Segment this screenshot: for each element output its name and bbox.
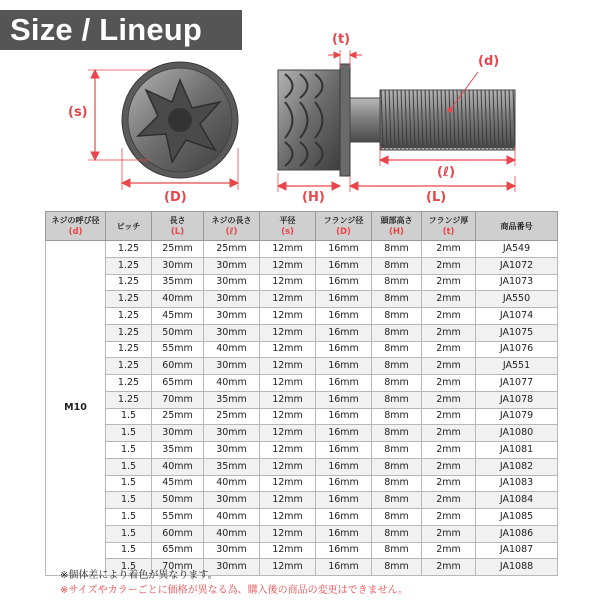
flange-side [340,64,350,176]
table-cell: 65mm [152,375,204,392]
table-cell: 35mm [152,274,204,291]
label-t: (t) [332,32,351,47]
table-cell: JA1079 [476,408,558,425]
table-cell: 2mm [422,391,476,408]
table-cell: 8mm [372,358,422,375]
table-cell: JA1084 [476,492,558,509]
table-cell: 1.25 [106,391,152,408]
table-cell: 8mm [372,257,422,274]
table-cell: 12mm [260,525,316,542]
table-cell: 2mm [422,559,476,576]
table-cell: 16mm [316,442,372,459]
table-cell: 8mm [372,559,422,576]
table-cell: 8mm [372,241,422,258]
table-cell: 16mm [316,559,372,576]
table-cell: 30mm [204,324,260,341]
table-cell: 12mm [260,425,316,442]
table-cell: 8mm [372,341,422,358]
table-cell: 40mm [204,525,260,542]
table-cell: 2mm [422,475,476,492]
table-cell: JA550 [476,291,558,308]
table-cell: JA1083 [476,475,558,492]
table-cell: 8mm [372,308,422,325]
table-row [46,475,558,492]
table-cell: 16mm [316,324,372,341]
table-cell: 1.5 [106,408,152,425]
table-cell: 1.5 [106,475,152,492]
table-cell: JA1088 [476,559,558,576]
table-cell: 1.25 [106,324,152,341]
table-cell: JA1072 [476,257,558,274]
table-cell: JA1086 [476,525,558,542]
note-price: ※サイズやカラーごとに価格が異なる為、購入後の商品の変更はできません。 [60,585,409,596]
table-cell: 2mm [422,408,476,425]
table-cell: 2mm [422,442,476,459]
table-cell: 50mm [152,324,204,341]
table-cell: 25mm [204,408,260,425]
table-cell: 2mm [422,509,476,526]
recess-center [168,108,192,132]
col-header: 長さ (L) [152,212,204,241]
table-cell: 2mm [422,257,476,274]
table-cell: 12mm [260,358,316,375]
table-cell: 55mm [152,509,204,526]
table-cell: 16mm [316,475,372,492]
table-cell: 8mm [372,375,422,392]
table-cell: 2mm [422,308,476,325]
table-row [46,525,558,542]
table-cell: 16mm [316,408,372,425]
table-cell: 40mm [204,341,260,358]
table-row [46,241,558,258]
table-cell: 35mm [204,458,260,475]
table-cell: 16mm [316,274,372,291]
shaft-threaded [380,90,515,150]
table-cell: 1.25 [106,358,152,375]
table-cell: 2mm [422,458,476,475]
table-row [46,509,558,526]
table-cell: JA1073 [476,274,558,291]
table-cell: 16mm [316,308,372,325]
table-cell: 12mm [260,509,316,526]
table-cell: 12mm [260,559,316,576]
table-cell: 1.5 [106,559,152,576]
table-cell: 70mm [152,559,204,576]
col-header: フランジ径 (D) [316,212,372,241]
table-cell: 30mm [204,257,260,274]
table-cell: 30mm [204,291,260,308]
table-cell: 45mm [152,475,204,492]
table-cell: 12mm [260,375,316,392]
table-cell: 16mm [316,241,372,258]
table-cell: 25mm [152,408,204,425]
label-s: (s) [68,105,88,120]
table-cell: 12mm [260,458,316,475]
table-cell: 40mm [152,291,204,308]
table-cell: 2mm [422,241,476,258]
col-header: 商品番号 [476,212,558,241]
head-side [278,70,340,170]
table-cell: 16mm [316,458,372,475]
col-header: ネジの呼び径 (d) [46,212,106,241]
table-cell: 1.5 [106,458,152,475]
table-cell: 30mm [152,425,204,442]
table-cell: 1.5 [106,509,152,526]
table-cell: 8mm [372,542,422,559]
col-header: ピッチ [106,212,152,241]
col-header: 平径 (s) [260,212,316,241]
table-cell: 1.25 [106,257,152,274]
table-cell: 8mm [372,442,422,459]
table-cell: 1.5 [106,525,152,542]
table-cell: JA1087 [476,542,558,559]
spec-table [45,211,558,576]
table-row [46,442,558,459]
table-cell: 30mm [204,425,260,442]
table-row [46,391,558,408]
table-row [46,542,558,559]
table-cell: 1.25 [106,241,152,258]
table-cell: 16mm [316,542,372,559]
col-header: 頭部高さ (H) [372,212,422,241]
table-cell: JA1076 [476,341,558,358]
table-row [46,458,558,475]
table-cell: 1.25 [106,341,152,358]
table-cell: 16mm [316,492,372,509]
table-cell: 30mm [204,308,260,325]
table-cell: 12mm [260,492,316,509]
table-cell: 8mm [372,391,422,408]
table-body [46,241,558,576]
table-row [46,408,558,425]
table-cell: JA1081 [476,442,558,459]
table-cell: 12mm [260,341,316,358]
table-cell: 1.25 [106,308,152,325]
table-cell: 2mm [422,525,476,542]
table-cell: 12mm [260,391,316,408]
table-cell: 8mm [372,291,422,308]
table-cell: 8mm [372,492,422,509]
table-cell: 30mm [204,358,260,375]
table-cell: 2mm [422,492,476,509]
table-cell: 2mm [422,274,476,291]
table-cell: 8mm [372,458,422,475]
note-color: ※個体差により着色が異なります。 [60,570,218,581]
table-cell: 2mm [422,425,476,442]
table-cell: 2mm [422,291,476,308]
label-D: (D) [164,190,187,205]
table-cell: 30mm [204,442,260,459]
table-cell: 2mm [422,341,476,358]
table-cell: 55mm [152,341,204,358]
table-cell: 40mm [204,509,260,526]
table-cell: 16mm [316,341,372,358]
table-cell: 8mm [372,324,422,341]
table-row [46,308,558,325]
table-cell: 65mm [152,542,204,559]
col-header: フランジ厚 (t) [422,212,476,241]
table-cell: 12mm [260,308,316,325]
table-cell: 25mm [204,241,260,258]
table-cell: JA1075 [476,324,558,341]
table-cell: 35mm [152,442,204,459]
table-cell: JA1080 [476,425,558,442]
table-cell: 2mm [422,324,476,341]
table-cell: 1.25 [106,274,152,291]
table-cell: 1.5 [106,442,152,459]
table-cell: 2mm [422,358,476,375]
shaft-unthreaded [350,98,380,142]
table-cell: 12mm [260,291,316,308]
table-cell: 16mm [316,375,372,392]
bolt-diagram [0,28,600,208]
table-row [46,341,558,358]
table-cell: 45mm [152,308,204,325]
table-cell: 1.5 [106,425,152,442]
table-cell: 60mm [152,525,204,542]
table-cell: 8mm [372,525,422,542]
table-cell: 50mm [152,492,204,509]
bolt-front-view [122,62,238,178]
table-cell: 8mm [372,274,422,291]
table-cell: 12mm [260,241,316,258]
table-cell: 2mm [422,375,476,392]
table-cell: JA549 [476,241,558,258]
table-row [46,274,558,291]
table-cell: 16mm [316,358,372,375]
table-cell: 60mm [152,358,204,375]
table-cell: 16mm [316,391,372,408]
table-header-row [46,212,558,241]
table-cell: 30mm [152,257,204,274]
bolt-drawing [0,28,600,208]
table-cell: 2mm [422,542,476,559]
table-cell: 8mm [372,509,422,526]
table-row [46,291,558,308]
table-cell: 40mm [152,458,204,475]
table-cell: 30mm [204,542,260,559]
size-cell: M10 [46,241,106,576]
table-cell: JA1082 [476,458,558,475]
table-cell: 25mm [152,241,204,258]
label-d: (d) [478,54,500,69]
table-row [46,358,558,375]
table-cell: 12mm [260,542,316,559]
table-cell: 12mm [260,257,316,274]
table-cell: 16mm [316,509,372,526]
table-cell: 12mm [260,442,316,459]
table-row [46,257,558,274]
label-l: (ℓ) [437,165,456,180]
table-cell: 12mm [260,324,316,341]
table-row [46,375,558,392]
table-cell: 12mm [260,475,316,492]
table-cell: 8mm [372,408,422,425]
table-cell: 12mm [260,408,316,425]
table-cell: 40mm [204,475,260,492]
table-cell: 70mm [152,391,204,408]
table-cell: 16mm [316,257,372,274]
table-cell: JA1074 [476,308,558,325]
table-cell: 1.5 [106,542,152,559]
table-cell: 8mm [372,475,422,492]
bolt-side-view [278,64,515,176]
table-cell: JA1077 [476,375,558,392]
col-header: ネジの長さ (ℓ) [204,212,260,241]
table-cell: 40mm [204,375,260,392]
table-cell: 35mm [204,391,260,408]
table-cell: 16mm [316,425,372,442]
table-cell: 30mm [204,274,260,291]
table-row [46,324,558,341]
label-L: (L) [426,190,447,205]
table-cell: 1.25 [106,375,152,392]
table-cell: JA1078 [476,391,558,408]
table-row [46,492,558,509]
page-title: Size / Lineup [0,10,242,50]
table-cell: 12mm [260,274,316,291]
table-cell: 30mm [204,492,260,509]
table-cell: JA551 [476,358,558,375]
table-cell: 8mm [372,425,422,442]
label-H: (H) [302,190,325,205]
table-cell: 16mm [316,291,372,308]
table-cell: 1.25 [106,291,152,308]
table-cell: 16mm [316,525,372,542]
table-cell: JA1085 [476,509,558,526]
notes [60,568,408,598]
table-cell: 1.5 [106,492,152,509]
table-cell: 30mm [204,559,260,576]
table-row [46,425,558,442]
